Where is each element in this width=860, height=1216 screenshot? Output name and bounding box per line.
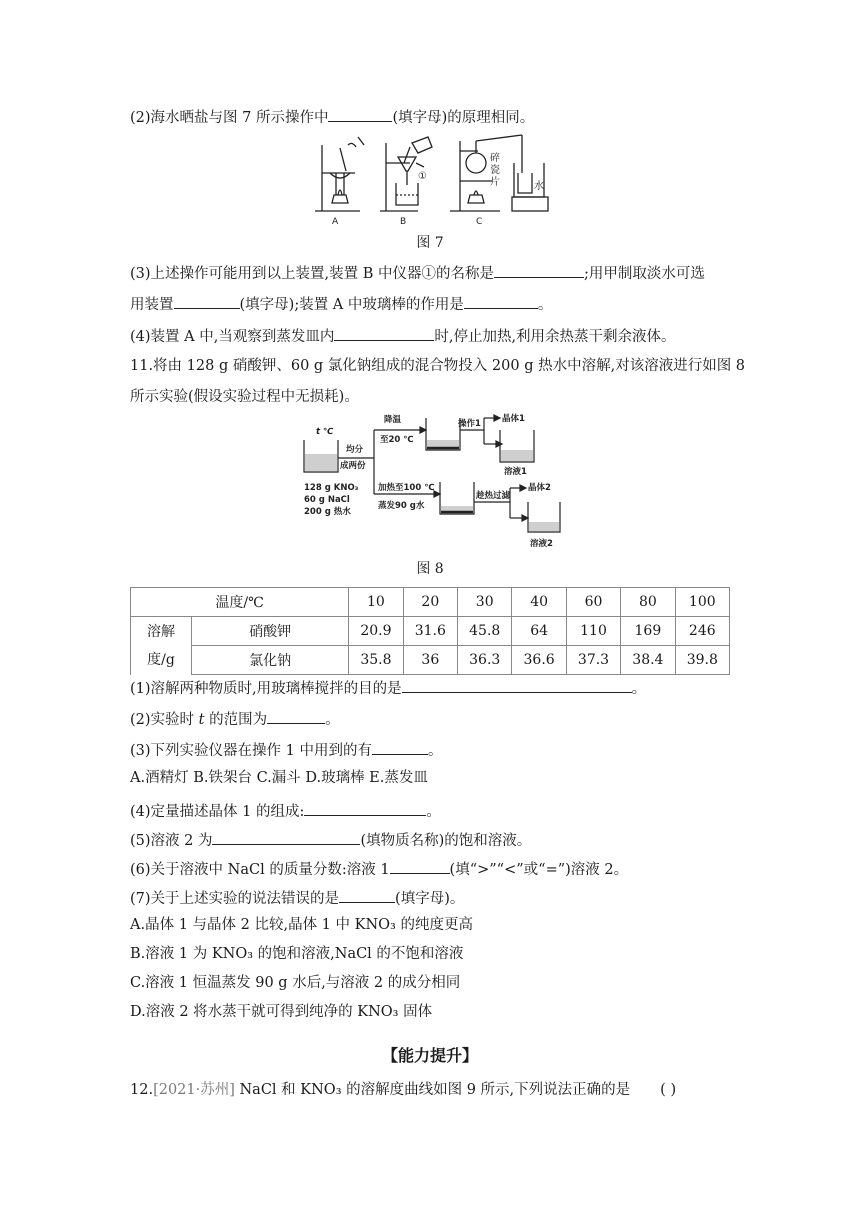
table-cell: 36 <box>403 646 457 675</box>
q11-option-d: D.溶液 2 将水蒸干就可得到纯净的 KNO₃ 固体 <box>130 1004 433 1020</box>
fig8-temp: t ℃ <box>316 427 334 437</box>
solubility-label-1: 溶解 <box>147 623 175 640</box>
q10-part3-text5: 。 <box>537 297 553 313</box>
table-row <box>131 617 730 646</box>
answer-blank[interactable] <box>372 739 428 755</box>
solubility-table <box>130 587 730 675</box>
table-cell: 40 <box>512 588 566 617</box>
table-cell: 246 <box>675 617 729 646</box>
q10-part3-text3: 用装置 <box>130 297 174 313</box>
table-cell: 10 <box>349 588 403 617</box>
answer-blank[interactable] <box>334 325 434 341</box>
table-cell: 31.6 <box>403 617 457 646</box>
nacl-label: 氯化钠 <box>192 646 349 675</box>
q11-part1 <box>130 677 646 699</box>
q11-option-b: B.溶液 1 为 KNO₃ 的饱和溶液,NaCl 的不饱和溶液 <box>130 946 464 962</box>
answer-blank[interactable] <box>212 829 360 845</box>
answer-blank[interactable] <box>464 293 538 309</box>
answer-blank[interactable] <box>174 293 240 309</box>
fig7-sui: 碎 <box>490 153 500 164</box>
q11-part3-end: 。 <box>427 743 443 759</box>
q10-part4 <box>130 325 676 347</box>
table-cell: 100 <box>675 588 729 617</box>
q11-part7-end: (填字母)。 <box>395 891 465 907</box>
q11-part7 <box>130 887 464 909</box>
fig8-caption: 图 8 <box>416 561 444 577</box>
table-cell: 64 <box>512 617 566 646</box>
q11-part3-text: (3)下列实验仪器在操作 1 中用到的有 <box>130 743 372 759</box>
answer-blank[interactable] <box>267 708 325 724</box>
q11-part6 <box>130 858 628 880</box>
q10-part3-text2: ;用甲制取淡水可选 <box>584 266 705 282</box>
fig7-ci: 瓷 <box>490 165 500 176</box>
table-cell: 20.9 <box>349 617 403 646</box>
temp-header: 温度/℃ <box>131 588 349 617</box>
fig8-mix3: 200 g 热水 <box>304 507 351 517</box>
q11-part5-text: (5)溶液 2 为 <box>130 833 213 849</box>
q11-part1-end: 。 <box>631 681 647 697</box>
table-cell: 39.8 <box>675 646 729 675</box>
q12-text: NaCl 和 KNO₃ 的溶解度曲线如图 9 所示,下列说法正确的是 <box>234 1082 631 1098</box>
table-cell: 60 <box>566 588 620 617</box>
q11-option-c: C.溶液 1 恒温蒸发 90 g 水后,与溶液 2 的成分相同 <box>130 975 461 991</box>
fig8-heat1: 加热至100 ℃ <box>378 483 435 493</box>
fig7-circle-one: ① <box>418 171 427 182</box>
table-row <box>131 646 730 675</box>
q11-part6-text: (6)关于溶液中 NaCl 的质量分数:溶液 1 <box>130 862 390 878</box>
table-cell: 20 <box>403 588 457 617</box>
kno3-label: 硝酸钾 <box>192 617 349 646</box>
answer-blank[interactable] <box>402 677 632 693</box>
table-cell: 45.8 <box>458 617 512 646</box>
fig8-op1: 操作1 <box>458 419 481 429</box>
q11-part2-text2: 的范围为 <box>204 712 268 728</box>
q10-part4-text1: (4)装置 A 中,当观察到蒸发皿内 <box>130 329 335 345</box>
q11-intro-line1: 11.将由 128 g 硝酸钾、60 g 氯化钠组成的混合物投入 200 g 热水中溶解,对该溶液进行如图 8 <box>130 358 746 374</box>
figure-8 <box>300 410 570 555</box>
fig8-heat2: 蒸发90 g水 <box>378 501 425 511</box>
fig8-mix2: 60 g NaCl <box>304 495 350 505</box>
solubility-label <box>131 617 192 675</box>
q10-part4-text2: 时,停止加热,利用余热蒸干剩余液体。 <box>434 329 676 345</box>
table-cell: 37.3 <box>566 646 620 675</box>
section-title: 【能力提升】 <box>381 1046 478 1065</box>
q11-part4 <box>130 800 441 822</box>
q10-part3-text1: (3)上述操作可能用到以上装置,装置 B 中仪器①的名称是 <box>130 266 495 282</box>
fig8-crystal1: 晶体1 <box>502 414 525 424</box>
fig8-crystal2: 晶体2 <box>528 483 551 493</box>
answer-blank[interactable] <box>339 887 395 903</box>
q11-part1-text: (1)溶解两种物质时,用玻璃棒搅拌的目的是 <box>130 681 402 697</box>
q11-part2 <box>130 708 340 730</box>
q12 <box>130 1080 676 1100</box>
table-row <box>131 588 730 617</box>
q12-number: 12. <box>130 1082 154 1098</box>
q12-answer-bracket[interactable]: ( ) <box>660 1082 677 1098</box>
fig8-split2: 成两份 <box>340 461 366 471</box>
table-cell: 30 <box>458 588 512 617</box>
fig7-label-a: A <box>332 217 339 227</box>
table-cell: 80 <box>621 588 675 617</box>
fig7-water: 水 <box>534 181 544 192</box>
q11-part6-end: (填“>”“<”或“=”)溶液 2。 <box>449 862 629 878</box>
fig7-label-b: B <box>400 217 407 227</box>
solubility-label-2: 度/g <box>147 651 175 668</box>
q11-intro-line2: 所示实验(假设实验过程中无损耗)。 <box>130 389 359 405</box>
fig7-label-c: C <box>476 217 483 227</box>
fig8-mix1: 128 g KNO₃ <box>304 483 359 493</box>
answer-blank[interactable] <box>494 262 584 278</box>
q10-part2-text-end: (填字母)的原理相同。 <box>392 110 535 126</box>
q10-part3-line2 <box>130 293 552 315</box>
q11-part3 <box>130 739 442 761</box>
q11-option-a: A.晶体 1 与晶体 2 比较,晶体 1 中 KNO₃ 的纯度更高 <box>130 917 473 933</box>
fig8-split1: 均分 <box>346 445 364 455</box>
fig8-sol2: 溶液2 <box>530 539 553 549</box>
q11-part2-end: 。 <box>325 712 340 728</box>
fig7-caption: 图 7 <box>416 235 444 251</box>
fig8-sol1: 溶液1 <box>504 467 527 477</box>
table-cell: 36.6 <box>512 646 566 675</box>
q11-part2-text: (2)实验时 <box>130 712 199 728</box>
table-cell: 38.4 <box>621 646 675 675</box>
table-cell: 110 <box>566 617 620 646</box>
fig7-pian: 片 <box>490 177 500 188</box>
q11-part4-end: 。 <box>426 804 441 820</box>
table-cell: 169 <box>621 617 675 646</box>
q11-part2-var: t <box>198 712 205 728</box>
answer-blank[interactable] <box>328 106 392 122</box>
q11-part3-options: A.酒精灯 B.铁架台 C.漏斗 D.玻璃棒 E.蒸发皿 <box>130 770 428 786</box>
q12-source: [2021·苏州] <box>153 1082 235 1098</box>
q10-part3-text4: (填字母);装置 A 中玻璃棒的作用是 <box>239 297 464 313</box>
q10-part3-line1 <box>130 262 705 284</box>
figure-7 <box>300 133 550 228</box>
q11-part4-text: (4)定量描述晶体 1 的组成: <box>130 804 305 820</box>
answer-blank[interactable] <box>304 800 426 816</box>
table-cell: 36.3 <box>458 646 512 675</box>
q11-part7-text: (7)关于上述实验的说法错误的是 <box>130 891 340 907</box>
fig8-hotfilter: 趁热过滤 <box>476 491 511 501</box>
answer-blank[interactable] <box>390 858 450 874</box>
table-cell: 35.8 <box>349 646 403 675</box>
q10-part2 <box>130 106 534 128</box>
q10-part2-text: (2)海水晒盐与图 7 所示操作中 <box>130 110 329 126</box>
fig8-cool1: 降温 <box>384 415 402 425</box>
fig8-cool2: 至20 ℃ <box>380 435 414 445</box>
q11-part5 <box>130 829 531 851</box>
q11-part5-end: (填物质名称)的饱和溶液。 <box>360 833 532 849</box>
